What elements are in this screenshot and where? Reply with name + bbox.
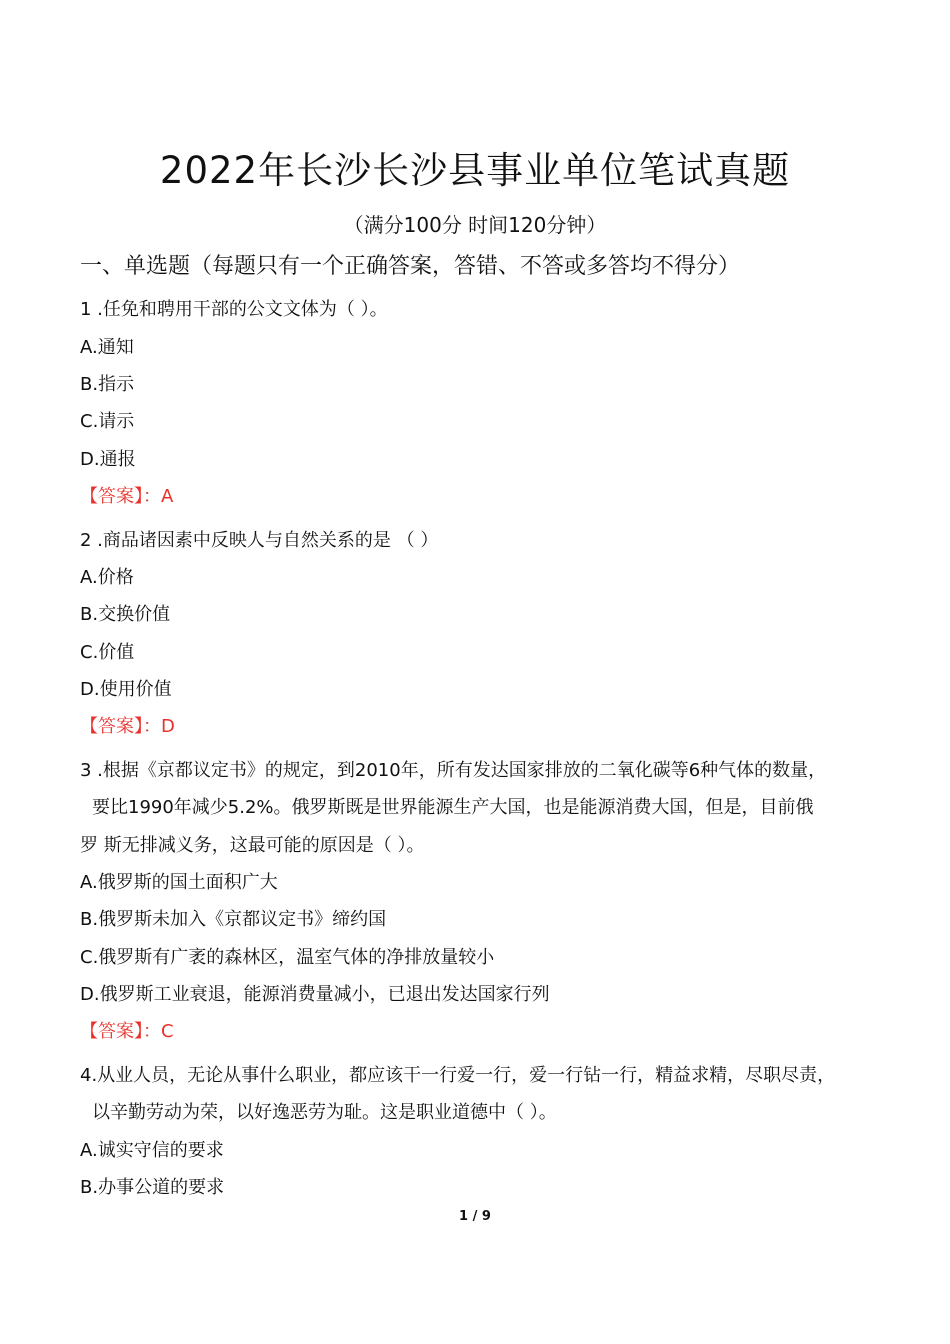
question-stem: 1 .任免和聘用干部的公文文体为（ ）。 — [80, 299, 388, 320]
answer-label: 【答案】：C — [80, 1021, 174, 1042]
option-item: D.俄罗斯工业衰退，能源消费量减小，已退出发达国家行列 — [80, 984, 550, 1005]
answer-label: 【答案】：A — [80, 486, 174, 507]
option-item: C.俄罗斯有广袤的森林区，温室气体的净排放量较小 — [80, 947, 495, 968]
option-item: D.通报 — [80, 449, 136, 470]
option-item: B.交换价值 — [80, 604, 171, 625]
option-item: C.价值 — [80, 642, 135, 663]
option-item: A.通知 — [80, 337, 134, 358]
option-item: A.价格 — [80, 567, 134, 588]
question-stem-continued: 要比1990年减少5.2%。俄罗斯既是世界能源生产大国，也是能源消费大国，但是，目前俄 — [92, 797, 814, 818]
question-stem: 2 .商品诸因素中反映人与自然关系的是 （ ） — [80, 530, 439, 551]
question-stem: 3 .根据《京都议定书》的规定，到2010年，所有发达国家排放的二氧化碳等6种气体的数量， — [80, 760, 827, 781]
option-item: C.请示 — [80, 411, 135, 432]
page-indicator: 1 / 9 — [459, 1209, 491, 1224]
option-item: B.指示 — [80, 374, 135, 395]
section-heading: 一、单选题（每题只有一个正确答案，答错、不答或多答均不得分） — [80, 254, 741, 279]
question-stem-continued: 以辛勤劳动为荣，以好逸恶劳为耻。这是职业道德中（ ）。 — [92, 1102, 557, 1123]
option-item: D.使用价值 — [80, 679, 172, 700]
exam-info: （满分100分 时间120分钟） — [343, 213, 607, 237]
question-stem-continued: 罗 斯无排减义务，这最可能的原因是（ ）。 — [80, 835, 425, 856]
option-item: A.诚实守信的要求 — [80, 1140, 224, 1161]
option-item: A.俄罗斯的国土面积广大 — [80, 872, 278, 893]
page-title: 2022年长沙长沙县事业单位笔试真题 — [159, 149, 791, 192]
question-stem: 4.从业人员，无论从事什么职业，都应该干一行爱一行，爱一行钻一行，精益求精，尽职尽责， — [80, 1065, 836, 1086]
option-item: B.俄罗斯未加入《京都议定书》缔约国 — [80, 909, 387, 930]
answer-label: 【答案】：D — [80, 716, 175, 737]
option-item: B.办事公道的要求 — [80, 1177, 225, 1198]
